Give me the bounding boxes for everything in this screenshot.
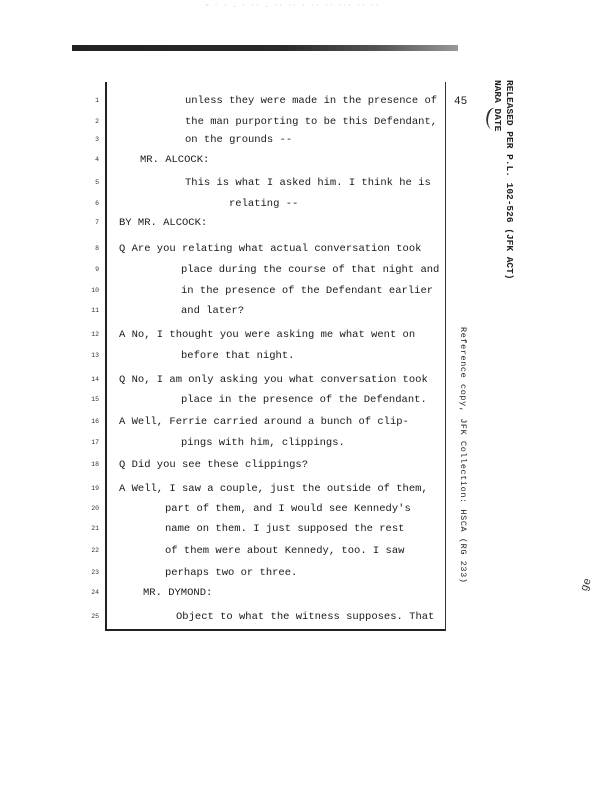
release-stamp-line1: RELEASED PER P.L. 102-526 (JFK ACT) bbox=[504, 80, 515, 280]
transcript-line bbox=[0, 346, 443, 366]
transcript-line bbox=[0, 499, 443, 519]
line-text: place in the presence of the Defendant. bbox=[181, 394, 427, 406]
line-number: 7 bbox=[95, 219, 99, 226]
line-number: 8 bbox=[95, 245, 99, 252]
line-text: perhaps two or three. bbox=[165, 567, 298, 579]
line-number: 21 bbox=[91, 525, 99, 532]
line-text: Q Did you see these clippings? bbox=[119, 459, 309, 471]
line-text: unless they were made in the presence of bbox=[185, 95, 438, 107]
scan-smudge: ~ · · . · ·· . ·· ·· · ·· ·· ··· ·· ·· bbox=[205, 2, 380, 9]
line-number: 4 bbox=[95, 156, 99, 163]
line-number: 6 bbox=[95, 200, 99, 207]
line-number: 25 bbox=[91, 613, 99, 620]
line-number: 15 bbox=[91, 396, 99, 403]
line-text: place during the course of that night and bbox=[181, 264, 440, 276]
transcript-line bbox=[0, 370, 443, 390]
transcript-line bbox=[0, 325, 443, 345]
line-number: 10 bbox=[91, 287, 99, 294]
transcript-line bbox=[0, 194, 443, 214]
line-number: 22 bbox=[91, 547, 99, 554]
line-text: of them were about Kennedy, too. I saw bbox=[165, 545, 405, 557]
line-text: relating -- bbox=[229, 198, 299, 210]
line-text: Q No, I am only asking you what conversation took bbox=[119, 374, 428, 386]
release-stamp-line2: NARA DATE bbox=[492, 80, 503, 132]
transcript-line bbox=[0, 130, 443, 150]
transcript-line bbox=[0, 213, 443, 233]
transcript-line bbox=[0, 281, 443, 301]
redaction-bar bbox=[72, 45, 458, 51]
line-number: 23 bbox=[91, 569, 99, 576]
transcript-line bbox=[0, 455, 443, 475]
transcript-line bbox=[0, 433, 443, 453]
line-number: 12 bbox=[91, 331, 99, 338]
line-text: This is what I asked him. I think he is bbox=[185, 177, 431, 189]
line-text: pings with him, clippings. bbox=[181, 437, 345, 449]
transcript-line bbox=[0, 301, 443, 321]
transcript-line bbox=[0, 150, 443, 170]
transcript-line bbox=[0, 541, 443, 561]
line-text: on the grounds -- bbox=[185, 134, 293, 146]
line-text: A Well, Ferrie carried around a bunch of clip- bbox=[119, 416, 409, 428]
transcript-line bbox=[0, 563, 443, 583]
line-number: 20 bbox=[91, 505, 99, 512]
transcript-line bbox=[0, 91, 443, 111]
line-text: MR. ALCOCK: bbox=[140, 154, 210, 166]
line-number: 1 bbox=[95, 97, 99, 104]
line-number: 18 bbox=[91, 461, 99, 468]
line-text: before that night. bbox=[181, 350, 295, 362]
transcript-line bbox=[0, 412, 443, 432]
line-number: 2 bbox=[95, 118, 99, 125]
line-text: A No, I thought you were asking me what went on bbox=[119, 329, 416, 341]
line-text: the man purporting to be this Defendant, bbox=[185, 116, 438, 128]
line-number: 9 bbox=[95, 266, 99, 273]
transcript-line bbox=[0, 173, 443, 193]
transcript-line bbox=[0, 479, 443, 499]
transcript-line bbox=[0, 112, 443, 132]
transcript-line bbox=[0, 390, 443, 410]
line-text: BY MR. ALCOCK: bbox=[119, 217, 208, 229]
transcript-line bbox=[0, 260, 443, 280]
line-text: in the presence of the Defendant earlier bbox=[181, 285, 434, 297]
transcript-line bbox=[0, 239, 443, 259]
line-text: name on them. I just supposed the rest bbox=[165, 523, 405, 535]
line-text: Object to what the witness supposes. That bbox=[176, 611, 435, 623]
line-number: 24 bbox=[91, 589, 99, 596]
handwritten-initials: ge bbox=[579, 576, 595, 594]
line-number: 11 bbox=[91, 307, 99, 314]
transcript-line bbox=[0, 519, 443, 539]
reference-copy-note: Reference copy, JFK Collection: HSCA (RG 233) bbox=[458, 327, 468, 584]
line-text: MR. DYMOND: bbox=[143, 587, 213, 599]
line-number: 14 bbox=[91, 376, 99, 383]
line-number: 5 bbox=[95, 179, 99, 186]
line-number: 3 bbox=[95, 136, 99, 143]
line-text: part of them, and I would see Kennedy's bbox=[165, 503, 411, 515]
line-number: 17 bbox=[91, 439, 99, 446]
line-number: 16 bbox=[91, 418, 99, 425]
transcript-line bbox=[0, 583, 443, 603]
line-text: Q Are you relating what actual conversation took bbox=[119, 243, 422, 255]
page-number: 45 bbox=[454, 96, 468, 108]
line-number: 19 bbox=[91, 485, 99, 492]
line-text: and later? bbox=[181, 305, 245, 317]
line-number: 13 bbox=[91, 352, 99, 359]
transcript-line bbox=[0, 607, 443, 627]
line-text: A Well, I saw a couple, just the outside of them, bbox=[119, 483, 428, 495]
